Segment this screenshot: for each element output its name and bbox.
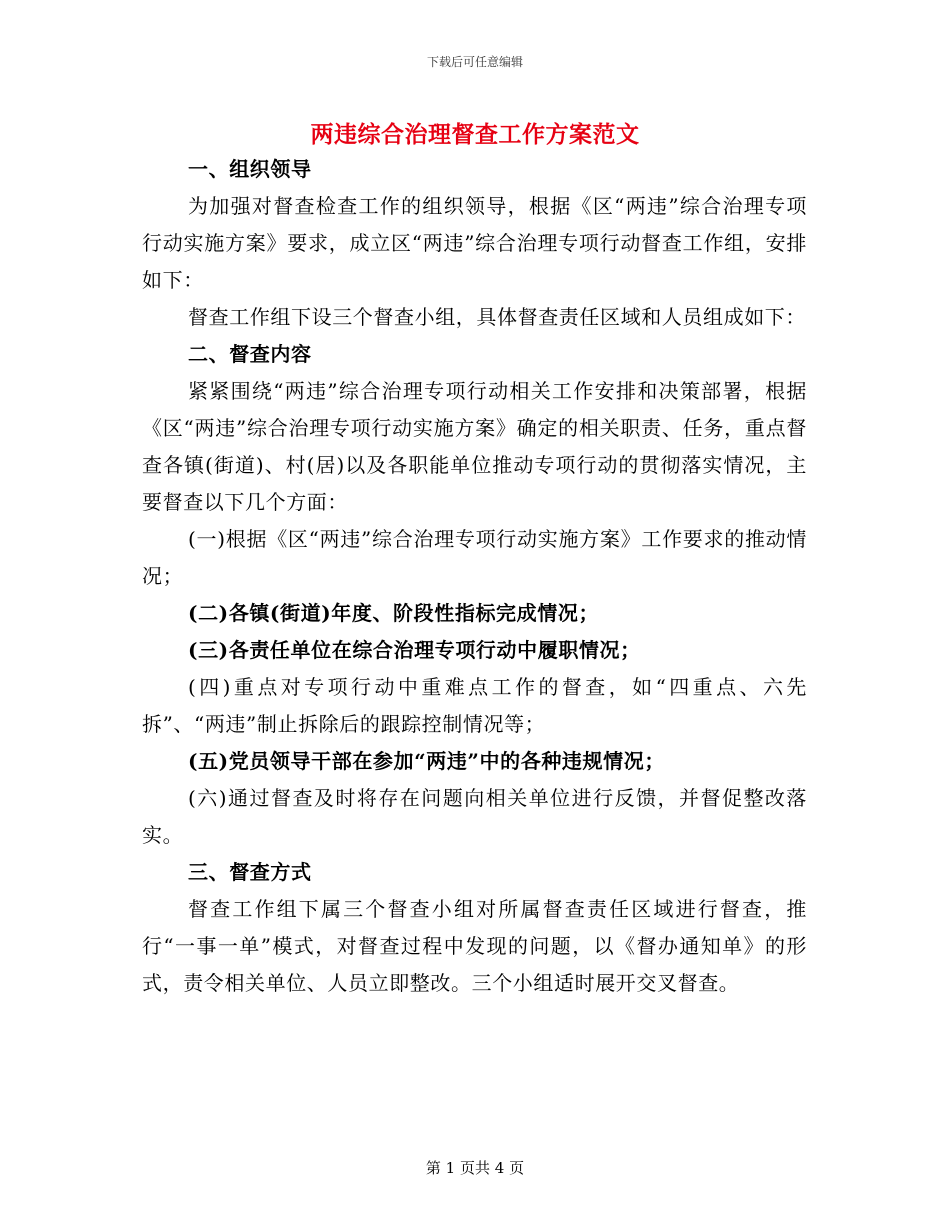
page-footer: 第 1 页共 4 页: [425, 1159, 525, 1177]
body-paragraph: 督查工作组下属三个督查小组对所属督查责任区域进行督查，推行“一事一单”模式，对督查过程中发现的问题，以《督办通知单》的形式，责令相关单位、人员立即整改。三个小组适时展开交叉督查。: [142, 897, 807, 995]
document-title: 两违综合治理督查工作方案范文: [310, 121, 640, 148]
section-heading-content: 二、督查内容: [188, 342, 312, 366]
list-item: (五)党员领导干部在参加“两违”中的各种违规情况；: [188, 749, 665, 773]
list-item: (二)各镇(街道)年度、阶段性指标完成情况；: [188, 601, 600, 625]
list-item: (六)通过督查及时将存在问题向相关单位进行反馈，并督促整改落实。: [142, 786, 807, 847]
page-header-note: 下载后可任意编辑: [426, 55, 523, 69]
list-item: (三)各责任单位在综合治理专项行动中履职情况；: [188, 638, 641, 662]
list-item: (四)重点对专项行动中重难点工作的督查，如“四重点、六先拆”、“两违”制止拆除后的跟踪控制情况等；: [142, 675, 807, 736]
body-paragraph: 为加强对督查检查工作的组织领导，根据《区“两违”综合治理专项行动实施方案》要求，成立区“两违”综合治理专项行动督查工作组，安排如下：: [142, 194, 807, 292]
body-paragraph: 督查工作组下设三个督查小组，具体督查责任区域和人员组成如下：: [188, 305, 806, 329]
list-item: (一)根据《区“两违”综合治理专项行动实施方案》工作要求的推动情况；: [142, 527, 807, 588]
section-heading-organization: 一、组织领导: [188, 157, 312, 181]
body-paragraph: 紧紧围绕“两违”综合治理专项行动相关工作安排和决策部署，根据《区“两违”综合治理专项行动实施方案》确定的相关职责、任务，重点督查各镇(街道)、村(居)以及各职能单位推动专项行动的贯彻落实情况，主要督查以下几个方面：: [142, 379, 807, 514]
document-body: [142, 151, 807, 1002]
section-heading-method: 三、督查方式: [188, 860, 312, 884]
